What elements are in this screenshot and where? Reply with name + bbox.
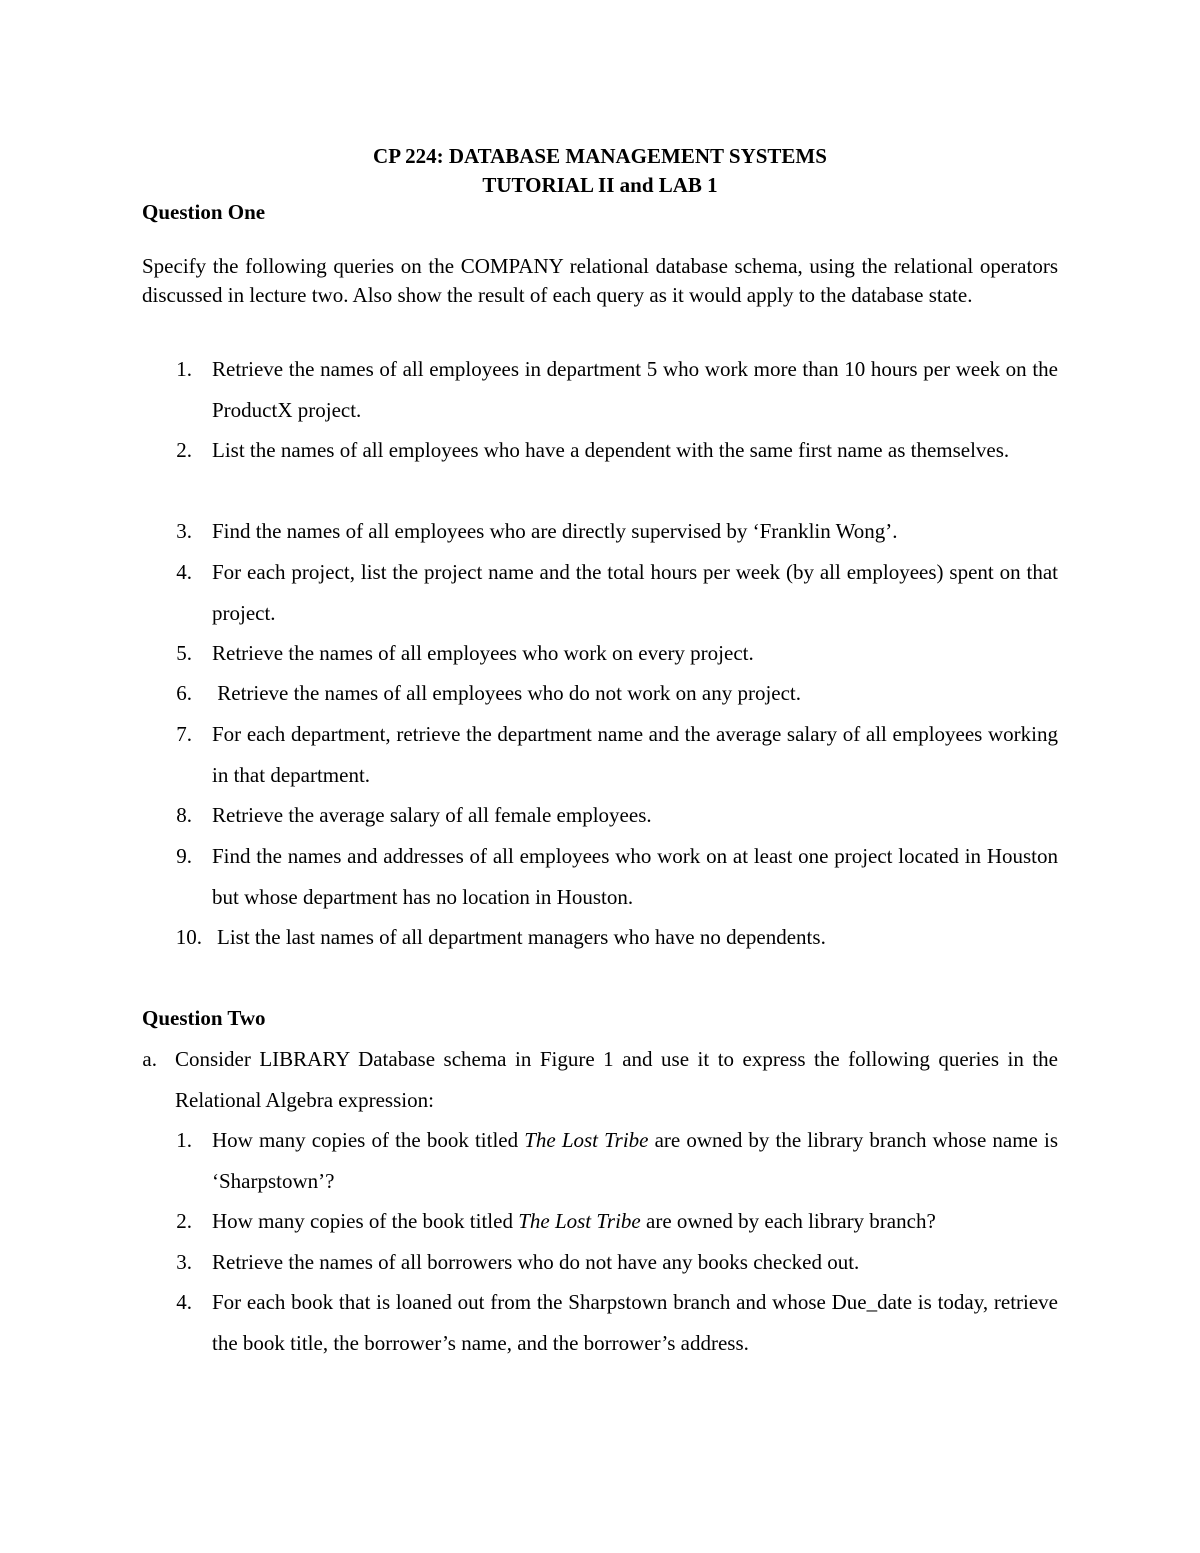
list-item-number: 5. (176, 641, 192, 665)
question-two-heading: Question Two (142, 1006, 266, 1030)
list-item-number: 9. (176, 844, 192, 868)
list-item-text: List the names of all employees who have a dependent with the same first name as themselves. (212, 438, 1010, 462)
question-one-heading: Question One (142, 200, 266, 224)
list-item-number: 8. (176, 803, 192, 827)
list-item-text: List the last names of all department managers who have no dependents. (217, 925, 826, 949)
list-item-number: 6. (176, 681, 192, 705)
part-a-text: Consider LIBRARY Database schema in Figure 1 and use it to express the following queries in the Relational Algebra expression: (175, 1047, 1058, 1112)
list-item-text: For each project, list the project name and the total hours per week (by all employees) spent on that project. (212, 560, 1058, 625)
list-item-text: For each department, retrieve the department name and the average salary of all employees working in that department. (212, 722, 1058, 787)
list-item-text: How many copies of the book titled The Lost Tribe are owned by the library branch whose name is ‘Sharpstown’? (212, 1128, 1058, 1193)
list-item-number: 10. (175, 925, 202, 949)
question-one-intro: Specify the following queries on the COMPANY relational database schema, using the relational operators discussed in lecture two. Also show the result of each query as it would apply to the database state. (142, 254, 1058, 307)
document-subtitle: TUTORIAL II and LAB 1 (482, 173, 718, 197)
list-item-number: 4. (176, 560, 192, 584)
list-item-text: Retrieve the names of all borrowers who do not have any books checked out. (212, 1250, 860, 1274)
list-item-number: 2. (176, 438, 192, 462)
list-item-text: Retrieve the names of all employees who work on every project. (212, 641, 754, 665)
list-item-number: 4. (176, 1290, 192, 1314)
list-item-number: 3. (176, 519, 192, 543)
list-item-text: Find the names and addresses of all employees who work on at least one project located in Houston but whose department has no location in Houston. (212, 844, 1058, 909)
list-item-text: Retrieve the names of all employees in department 5 who work more than 10 hours per week on the ProductX project. (212, 357, 1058, 422)
list-item-text: For each book that is loaned out from the Sharpstown branch and whose Due_date is today, retrieve the book title, the borrower’s name, and the borrower’s address. (212, 1290, 1058, 1355)
list-item-number: 1. (176, 357, 192, 381)
book-title: The Lost Tribe (518, 1209, 641, 1233)
document-title: CP 224: DATABASE MANAGEMENT SYSTEMS (373, 144, 827, 168)
list-item-text: Find the names of all employees who are directly supervised by ‘Franklin Wong’. (212, 519, 898, 543)
book-title: The Lost Tribe (524, 1128, 649, 1152)
list-item-number: 3. (176, 1250, 192, 1274)
list-item-number: 7. (176, 722, 192, 746)
list-item-number: 1. (176, 1128, 192, 1152)
list-item-text: Retrieve the average salary of all female employees. (212, 803, 652, 827)
part-a-label: a. (142, 1047, 157, 1071)
list-item-text: Retrieve the names of all employees who do not work on any project. (212, 681, 802, 705)
list-item-number: 2. (176, 1209, 192, 1233)
list-item-text: How many copies of the book titled The Lost Tribe are owned by each library branch? (212, 1209, 936, 1233)
